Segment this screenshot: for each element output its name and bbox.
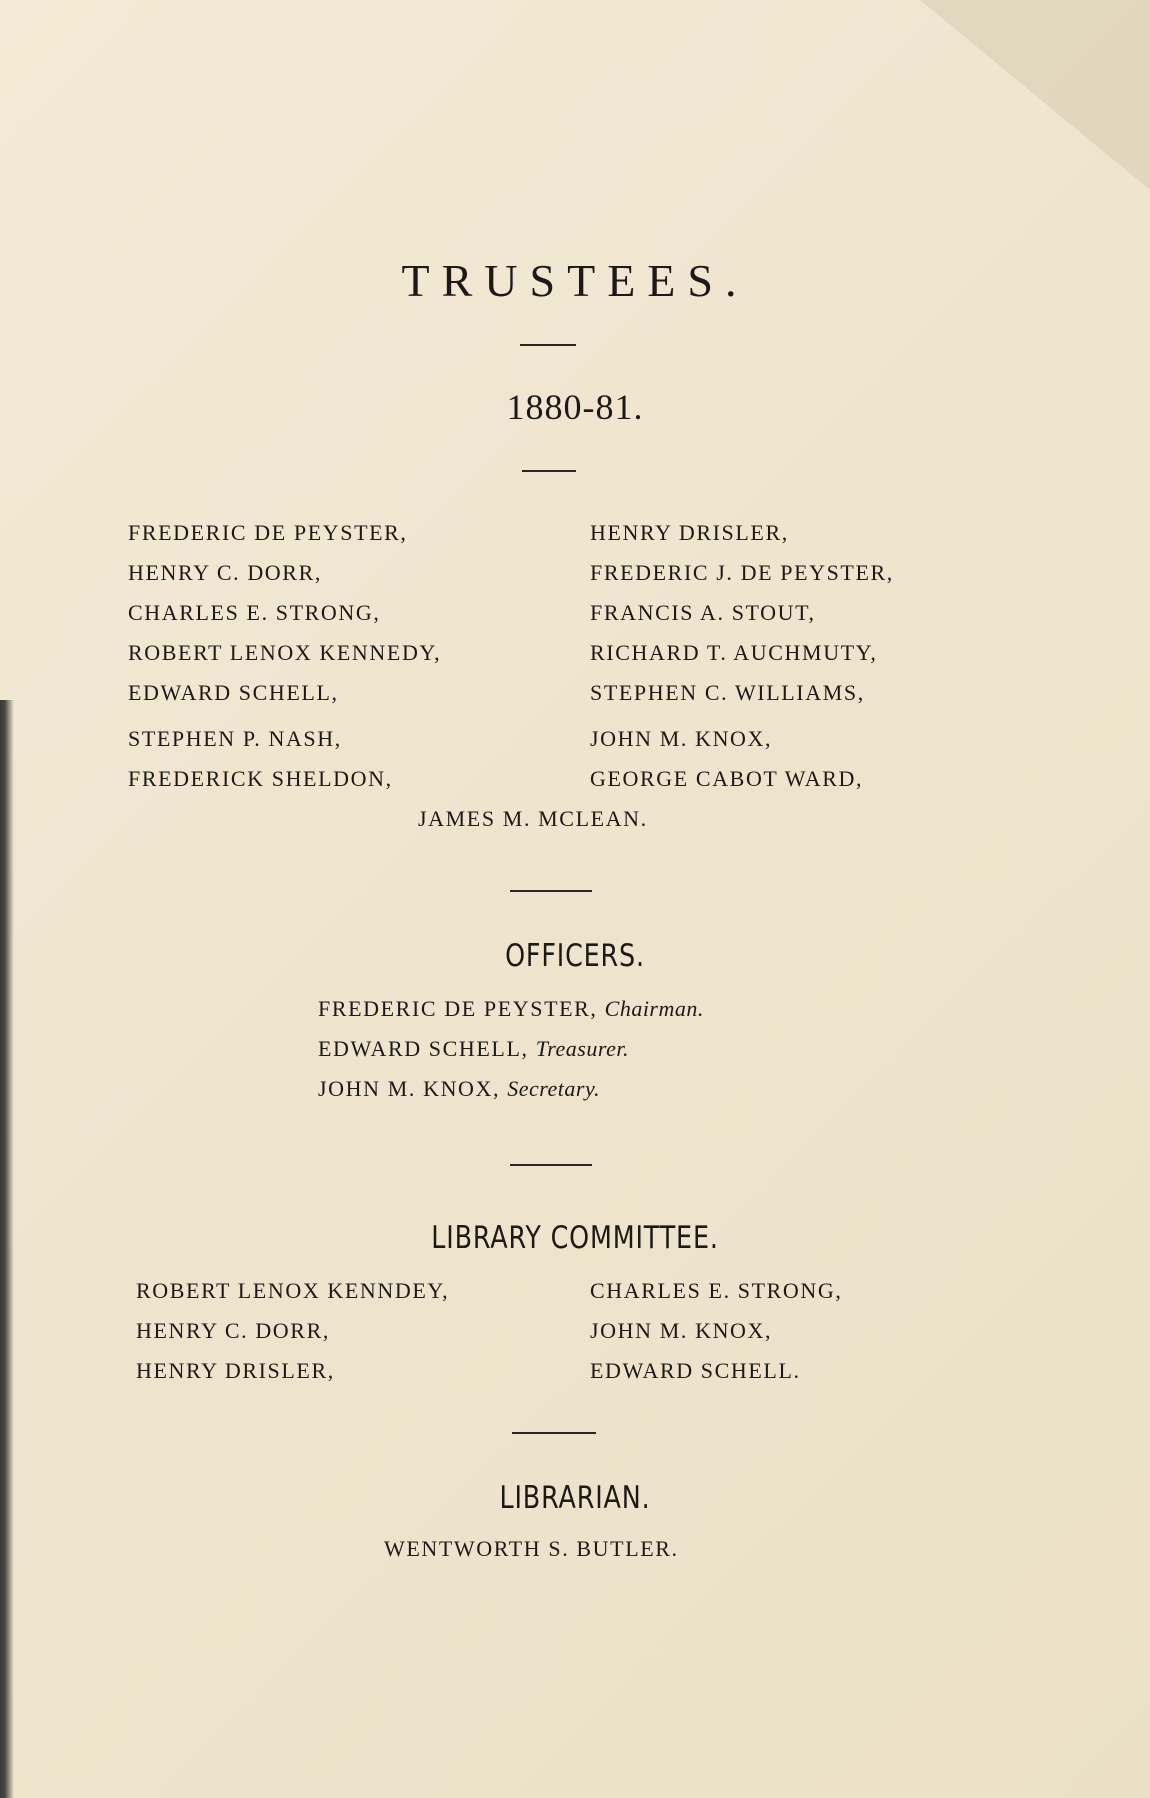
divider-rule — [512, 1432, 596, 1434]
trustee-left-name: STEPHEN P. NASH, — [128, 726, 342, 751]
trustee-left-name: EDWARD SCHELL, — [128, 680, 339, 705]
officer-entry — [318, 1036, 629, 1062]
divider-rule — [520, 344, 576, 346]
folded-corner — [920, 0, 1150, 190]
divider-rule — [522, 470, 576, 472]
officer-name: JOHN M. KNOX, — [318, 1076, 501, 1101]
trustees-year: 1880-81. — [506, 387, 644, 427]
scan-edge — [0, 700, 14, 1798]
trustee-right-name: FREDERIC J. DE PEYSTER, — [590, 560, 894, 585]
librarian-name: WENTWORTH S. BUTLER. — [384, 1536, 679, 1561]
officer-role: Chairman. — [604, 996, 704, 1021]
officer-role: Secretary. — [507, 1076, 601, 1101]
trustee-last-name: JAMES M. MCLEAN. — [418, 806, 648, 831]
officer-name: EDWARD SCHELL, — [318, 1036, 529, 1061]
committee-right-name: CHARLES E. STRONG, — [590, 1278, 843, 1303]
officer-name: FREDERIC DE PEYSTER, — [318, 996, 598, 1021]
trustee-right-name: FRANCIS A. STOUT, — [590, 600, 816, 625]
committee-right-name: JOHN M. KNOX, — [590, 1318, 773, 1343]
trustee-right-name: HENRY DRISLER, — [590, 520, 789, 545]
trustee-right-name: GEORGE CABOT WARD, — [590, 766, 864, 791]
committee-right-name: EDWARD SCHELL. — [590, 1358, 801, 1383]
trustee-right-name: RICHARD T. AUCHMUTY, — [590, 640, 878, 665]
trustees-title: TRUSTEES. — [401, 255, 749, 306]
officers-title: OFFICERS. — [505, 938, 645, 974]
trustee-left-name: ROBERT LENOX KENNEDY, — [128, 640, 442, 665]
committee-left-name: ROBERT LENOX KENNDEY, — [136, 1278, 450, 1303]
librarian-title: LIBRARIAN. — [499, 1480, 651, 1516]
trustee-left-name: FREDERIC DE PEYSTER, — [128, 520, 408, 545]
committee-left-name: HENRY DRISLER, — [136, 1358, 335, 1383]
trustee-right-name: STEPHEN C. WILLIAMS, — [590, 680, 865, 705]
trustee-left-name: FREDERICK SHELDON, — [128, 766, 393, 791]
trustee-right-name: JOHN M. KNOX, — [590, 726, 773, 751]
committee-left-name: HENRY C. DORR, — [136, 1318, 330, 1343]
library-committee-title: LIBRARY COMMITTEE. — [431, 1220, 719, 1256]
officer-entry — [318, 1076, 600, 1102]
officer-role: Treasurer. — [535, 1036, 629, 1061]
officer-entry — [318, 996, 704, 1022]
divider-rule — [510, 890, 592, 892]
trustee-left-name: HENRY C. DORR, — [128, 560, 322, 585]
trustee-left-name: CHARLES E. STRONG, — [128, 600, 381, 625]
divider-rule — [510, 1164, 592, 1166]
